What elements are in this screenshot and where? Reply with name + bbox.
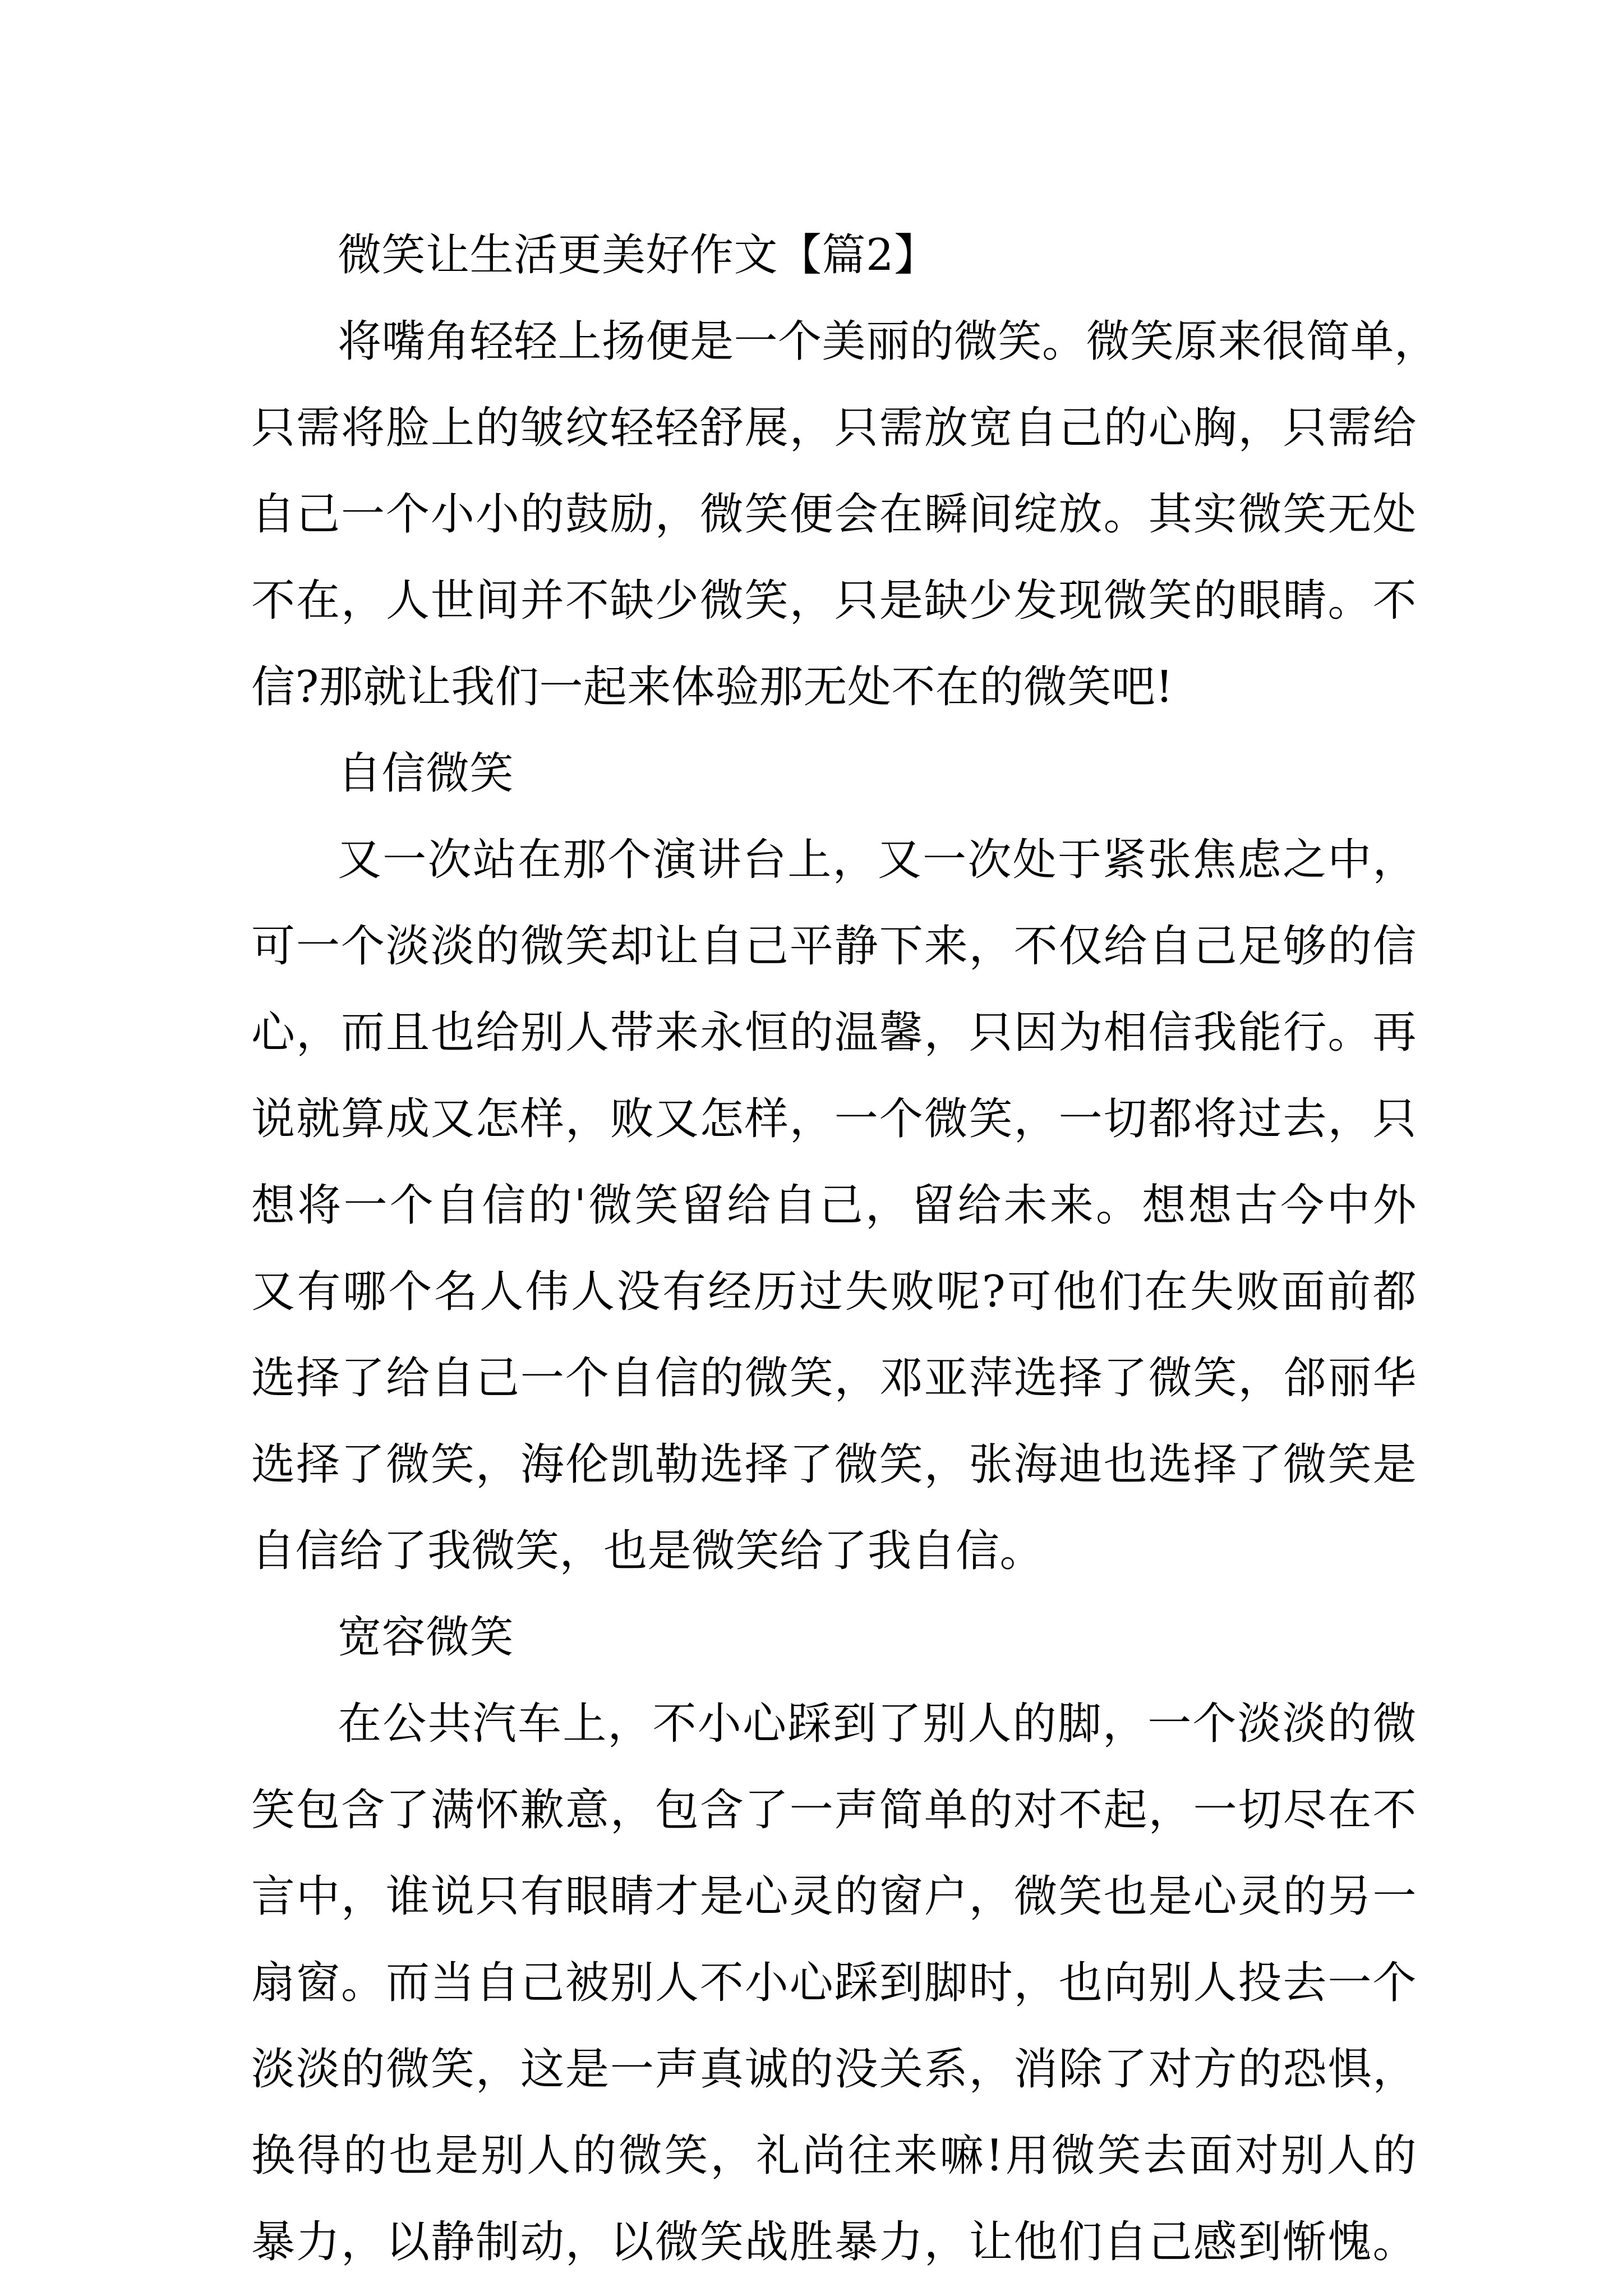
paragraph-3-line-1: 在公共汽车上，不小心踩到了别人的脚，一个淡淡的微 (338, 1699, 1417, 1749)
paragraph-2-line-5: 想将一个自信的'微笑留给自己，留给未来。想想古今中外 (251, 1180, 1417, 1231)
paragraph-2-line-9: 自信给了我微笑，也是微笑给了我自信。 (251, 1526, 1044, 1576)
paragraph-3-line-4: 扇窗。而当自己被别人不小心踩到脚时，也向别人投去一个 (251, 1958, 1417, 2008)
paragraph-1-line-5: 信?那就让我们一起来体验那无处不在的微笑吧! (251, 662, 1174, 712)
paragraph-1-line-2: 只需将脸上的皱纹轻轻舒展，只需放宽自己的心胸，只需给 (251, 403, 1417, 453)
section-heading-confidence: 自信微笑 (338, 748, 514, 799)
paragraph-3-line-2: 笑包含了满怀歉意，包含了一声简单的对不起，一切尽在不 (251, 1785, 1417, 1835)
paragraph-2-line-4: 说就算成又怎样，败又怎样，一个微笑，一切都将过去，只 (251, 1094, 1417, 1144)
section-heading-tolerance: 宽容微笑 (338, 1612, 514, 1663)
paragraph-3-line-7: 暴力，以静制动，以微笑战胜暴力，让他们自己感到惭愧。 (251, 2217, 1417, 2267)
paragraph-1-line-1: 将嘴角轻轻上扬便是一个美丽的微笑。微笑原来很简单， (338, 316, 1438, 367)
paragraph-2-line-6: 又有哪个名人伟人没有经历过失败呢?可他们在失败面前都 (251, 1267, 1417, 1317)
paragraph-1-line-4: 不在，人世间并不缺少微笑，只是缺少发现微笑的眼睛。不 (251, 576, 1417, 626)
paragraph-3-line-5: 淡淡的微笑，这是一声真诚的没关系，消除了对方的恐惧， (251, 2044, 1417, 2095)
document-page (251, 212, 1438, 2285)
paragraph-3-line-6: 换得的也是别人的微笑，礼尚往来嘛!用微笑去面对别人的 (251, 2131, 1417, 2181)
paragraph-2-line-8: 选择了微笑，海伦凯勒选择了微笑，张海迪也选择了微笑是 (251, 1439, 1417, 1490)
paragraph-2-line-2: 可一个淡淡的微笑却让自己平静下来，不仅给自己足够的信 (251, 921, 1417, 972)
paragraph-3-line-3: 言中，谁说只有眼睛才是心灵的窗户，微笑也是心灵的另一 (251, 1871, 1417, 1922)
paragraph-2-line-1: 又一次站在那个演讲台上，又一次处于紧张焦虑之中， (338, 835, 1417, 885)
document-title: 微笑让生活更美好作文【篇2】 (338, 230, 938, 280)
paragraph-2-line-3: 心，而且也给别人带来永恒的温馨，只因为相信我能行。再 (251, 1007, 1417, 1058)
paragraph-1-line-3: 自己一个小小的鼓励，微笑便会在瞬间绽放。其实微笑无处 (251, 489, 1417, 540)
paragraph-2-line-7: 选择了给自己一个自信的微笑，邓亚萍选择了微笑，郃丽华 (251, 1353, 1417, 1404)
